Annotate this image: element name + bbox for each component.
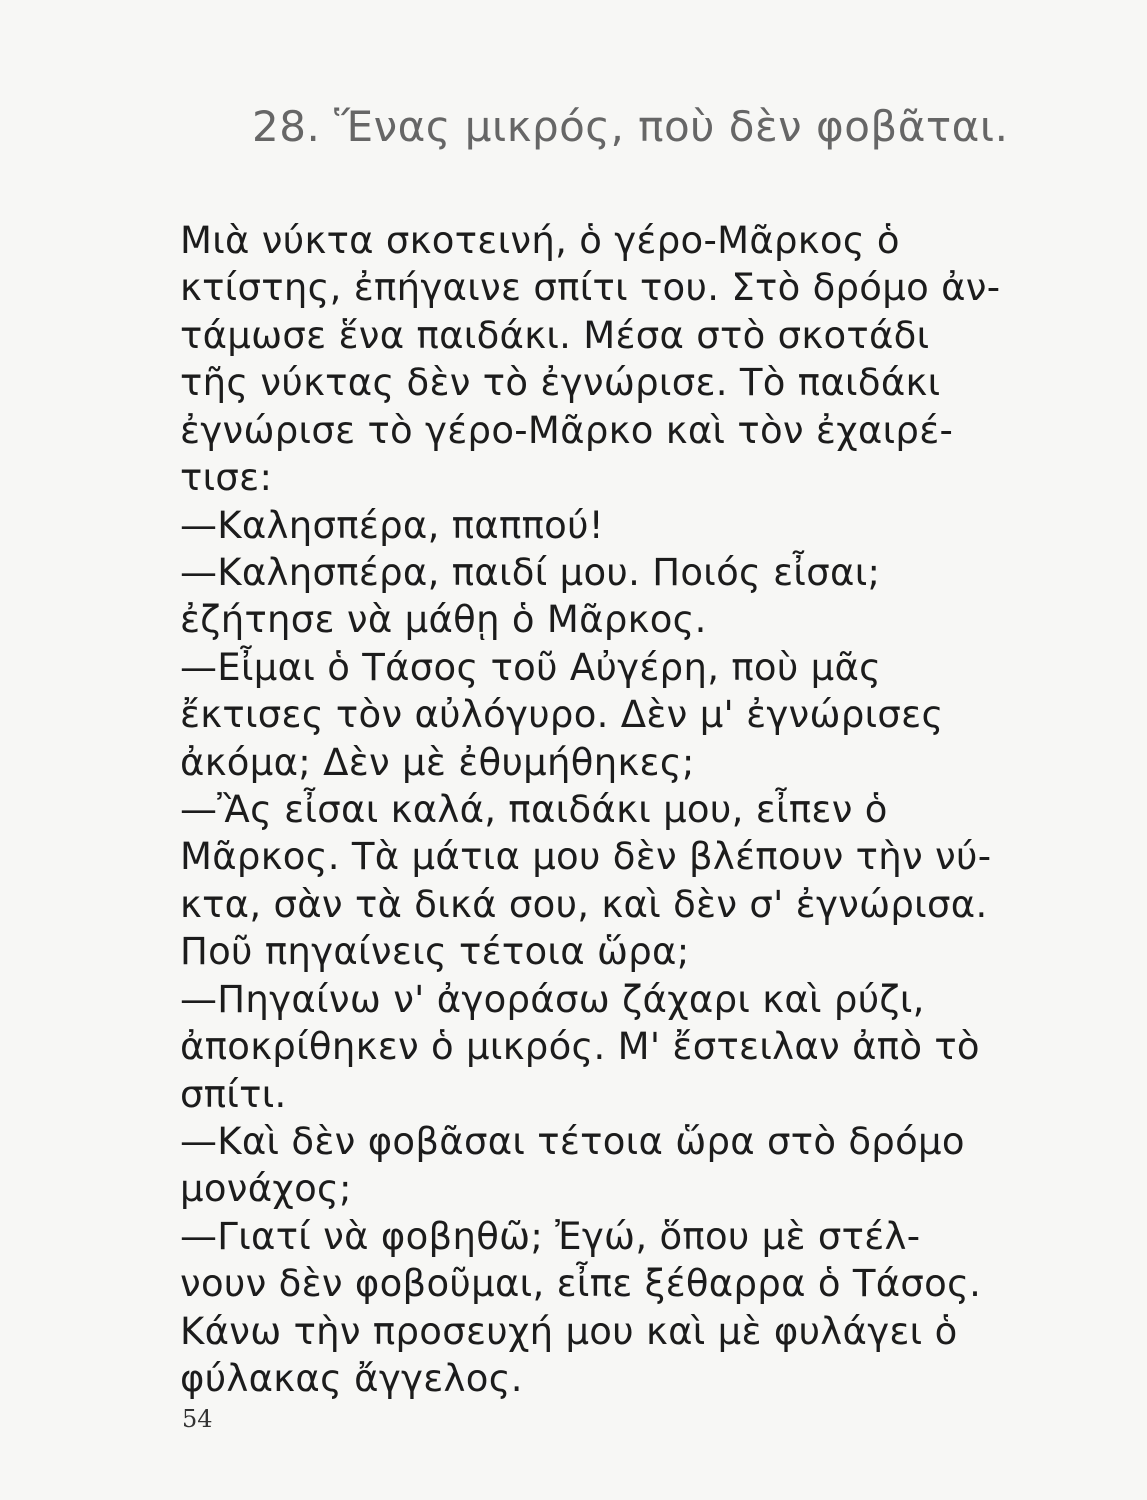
text-line-18: ἀποκρίθηκεν ὁ μικρός. Μ' ἔστειλαν ἀπὸ τὸ [180,1025,980,1068]
text-line-16: Ποῦ πηγαίνεις τέτοια ὥρα; [180,930,690,973]
text-line-23: νουν δὲν φοβοῦμαι, εἶπε ξέθαρρα ὁ Τάσος. [180,1262,982,1305]
text-line-15: κτα, σὰν τὰ δικά σου, καὶ δὲν σ' ἐγνώρισα. [180,883,988,926]
text-line-14: Μᾶρκος. Τὰ μάτια μου δὲν βλέπουν τὴν νύ- [180,835,992,878]
text-line-3: τάμωσε ἕνα παιδάκι. Μέσα στὸ σκοτάδι [180,314,930,357]
text-line-10: —Εἶμαι ὁ Τάσος τοῦ Αὐγέρη, ποὺ μᾶς [180,646,882,689]
text-line-13: —Ἂς εἶσαι καλά, παιδάκι μου, εἶπεν ὁ [180,788,888,831]
text-line-22: —Γιατί νὰ φοβηθῶ; Ἐγώ, ὅπου μὲ στέλ- [180,1215,921,1258]
text-line-12: ἀκόμα; Δὲν μὲ ἐθυμήθηκες; [180,741,695,784]
text-line-20: —Καὶ δὲν φοβᾶσαι τέτοια ὥρα στὸ δρόμο [180,1120,965,1163]
text-line-5: ἐγνώρισε τὸ γέρο-Μᾶρκο καὶ τὸν ἐχαιρέ- [180,409,954,452]
text-line-7: —Καλησπέρα, παππού! [180,504,604,547]
text-line-4: τῆς νύκτας δὲν τὸ ἐγνώρισε. Τὸ παιδάκι [180,361,941,404]
text-line-11: ἔκτισες τὸν αὐλόγυρο. Δὲν μ' ἐγνώρισες [180,693,944,736]
text-line-21: μονάχος; [180,1167,352,1210]
text-line-9: ἐζήτησε νὰ μάθῃ ὁ Μᾶρκος. [180,598,707,641]
chapter-title: 28. Ἕνας μικρός, ποὺ δὲν φοβᾶται. [252,102,1009,151]
text-line-24: Κάνω τὴν προσευχή μου καὶ μὲ φυλάγει ὁ [180,1310,958,1353]
text-line-1: Μιὰ νύκτα σκοτεινή, ὁ γέρο-Μᾶρκος ὁ [180,219,900,262]
text-line-17: —Πηγαίνω ν' ἀγοράσω ζάχαρι καὶ ρύζι, [180,978,925,1021]
page-number: 54 [182,1405,213,1433]
text-line-6: τισε: [180,456,273,499]
text-line-8: —Καλησπέρα, παιδί μου. Ποιός εἶσαι; [180,551,881,594]
text-line-2: κτίστης, ἐπήγαινε σπίτι του. Στὸ δρόμο ἀν- [180,266,1001,309]
text-line-19: σπίτι. [180,1073,287,1116]
text-line-25: φύλακας ἄγγελος. [180,1357,523,1400]
